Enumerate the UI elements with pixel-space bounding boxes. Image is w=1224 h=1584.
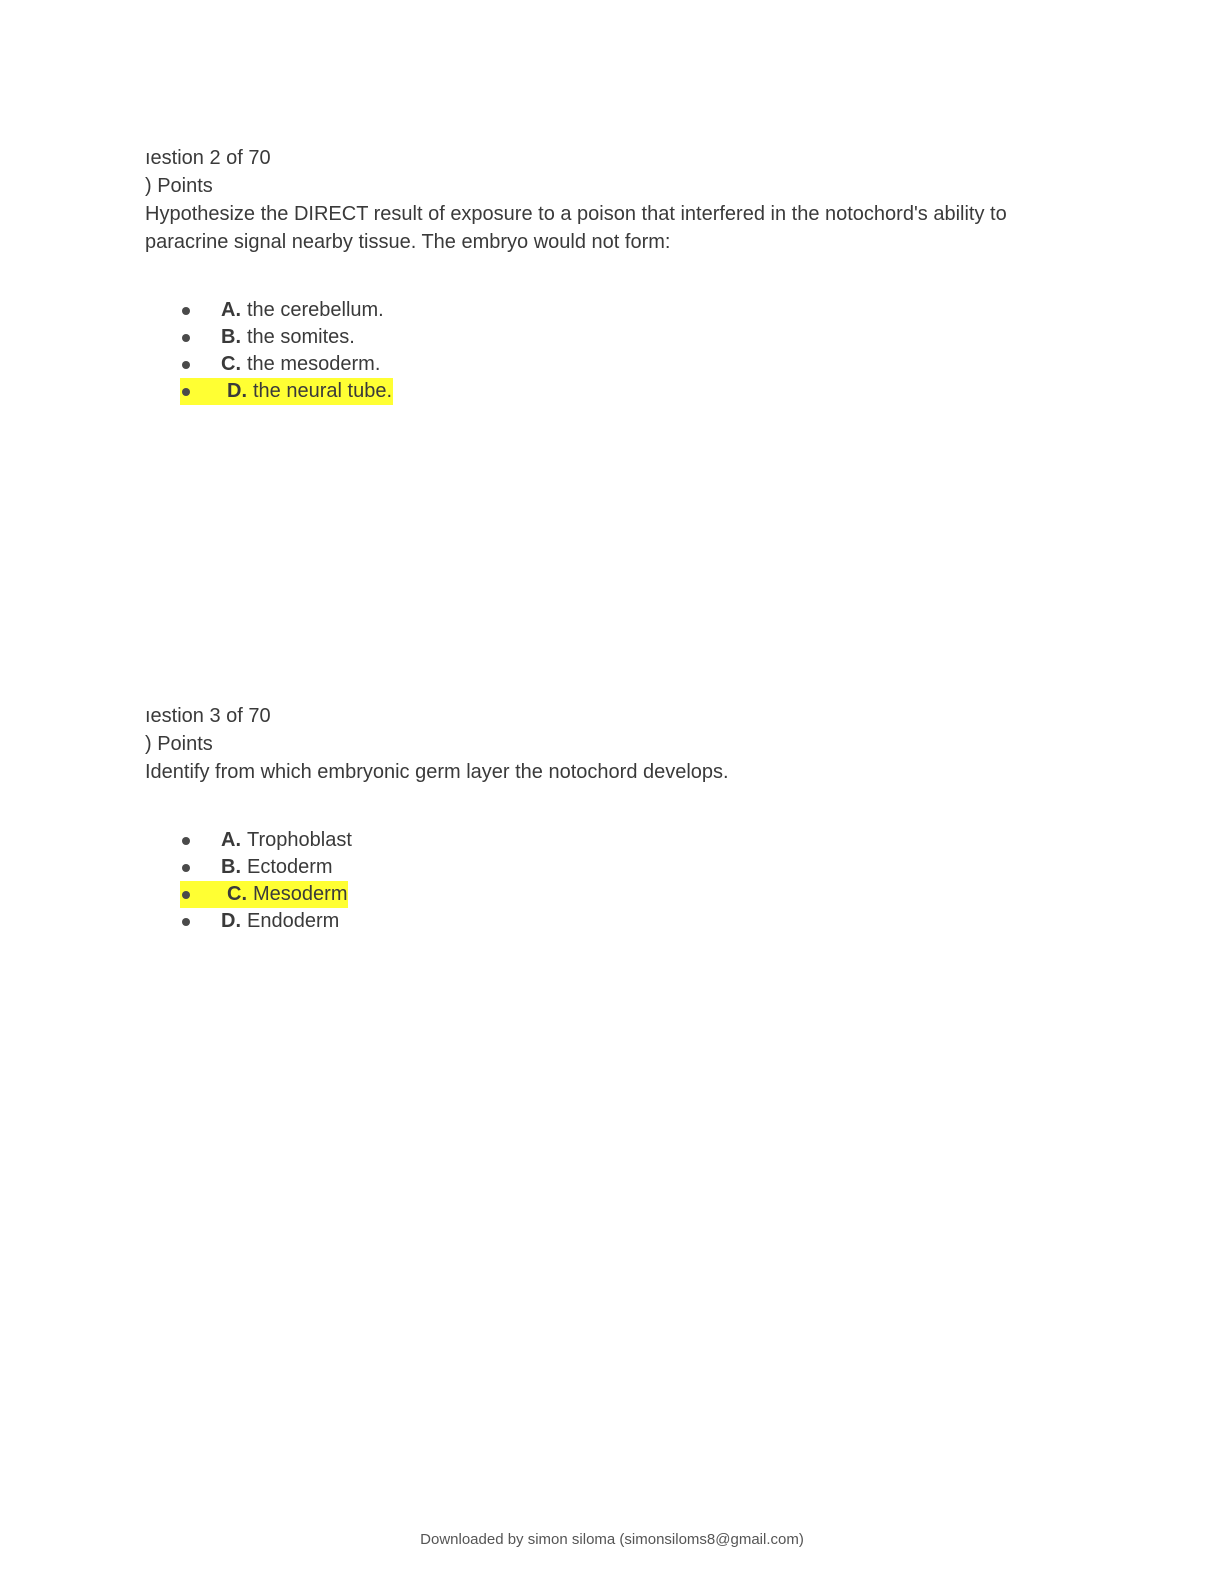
option-text: the mesoderm. [247,353,381,375]
option-text: Mesoderm [253,883,348,905]
question-2 [145,144,1065,405]
bullet-icon [182,334,190,342]
option-letter: D. [227,380,247,402]
bullet-icon [182,361,190,369]
option-b[interactable] [180,324,356,351]
question-header: ıestion 2 of 70 [145,147,271,169]
download-footer: Downloaded by simon siloma (simonsiloms8@gmail.com) [420,1531,804,1548]
answer-options [180,297,1100,405]
option-c[interactable] [180,881,348,908]
option-letter: A. [221,299,241,321]
option-letter: A. [221,829,241,851]
answer-options [180,827,1100,935]
option-b[interactable] [180,854,334,881]
option-a[interactable] [180,827,353,854]
option-letter: B. [221,326,241,348]
bullet-icon [182,307,190,315]
option-text: Ectoderm [247,856,333,878]
option-letter: D. [221,910,241,932]
option-text: Endoderm [247,910,340,932]
option-letter: C. [221,353,241,375]
question-3 [145,702,1065,935]
question-text: Hypothesize the DIRECT result of exposure to a poison that interfered in the notochord's ability to paracrine signal nearby tissue. The embryo would not form: [145,203,1007,253]
bullet-icon [182,864,190,872]
bullet-icon [182,388,190,396]
option-letter: B. [221,856,241,878]
option-text: Trophoblast [247,829,352,851]
question-points: ) Points [145,175,213,197]
option-a[interactable] [180,297,385,324]
option-d[interactable] [180,908,340,935]
option-text: the somites. [247,326,355,348]
bullet-icon [182,891,190,899]
bullet-icon [182,918,190,926]
option-letter: C. [227,883,247,905]
question-header: ıestion 3 of 70 [145,705,271,727]
question-points: ) Points [145,733,213,755]
question-text: Identify from which embryonic germ layer the notochord develops. [145,761,729,783]
bullet-icon [182,837,190,845]
option-c[interactable] [180,351,381,378]
option-text: the neural tube. [253,380,392,402]
option-d[interactable] [180,378,393,405]
option-text: the cerebellum. [247,299,384,321]
